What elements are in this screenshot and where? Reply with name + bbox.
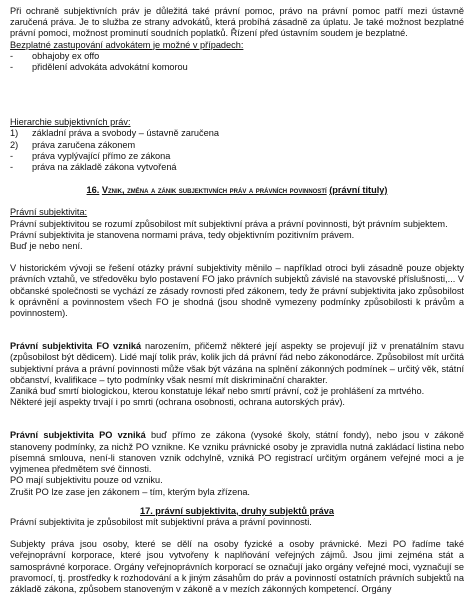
document-page xyxy=(10,6,464,595)
legal-subjectivity-line: Právní subjektivitou se rozumí způsobilost mít subjektivní práva a právní povinnosti, být právním subjektem. xyxy=(10,218,448,229)
po-bold-lead: Právní subjektivita PO vzniká xyxy=(10,430,146,441)
legal-subjectivity-line: Buď je nebo není. xyxy=(10,241,83,252)
section-17-heading: 17. právní subjektivita, druhy subjektů práva xyxy=(139,505,335,516)
hierarchy-list xyxy=(10,128,464,173)
free-representation-heading: Bezplatné zastupování advokátem je možné v případech: xyxy=(10,39,244,50)
fo-line: Některé její aspekty trvají i po smrti (ochrana osobnosti, ochrana autorských práv). xyxy=(10,397,345,408)
po-paragraph xyxy=(10,430,464,475)
po-line: PO mají subjektivitu pouze od vzniku. xyxy=(10,475,163,486)
section-16-heading: 16. Vznik, změna a zánik subjektivních práv a právních povinností (právní tituly) xyxy=(86,185,388,196)
free-representation-list xyxy=(10,51,464,73)
list-item: - přidělení advokáta advokátní komorou xyxy=(10,62,188,73)
po-line: Zrušit PO lze zase jen zákonem – tím, kterým byla zřízena. xyxy=(10,486,250,497)
legal-subjectivity-heading: Právní subjektivita: xyxy=(10,207,88,218)
fo-paragraph xyxy=(10,341,464,386)
list-item: 2) práva zaručena zákonem xyxy=(10,139,136,150)
fo-bold-lead: Právní subjektivita FO vzniká xyxy=(10,341,142,352)
subjects-paragraph: Subjekty práva jsou osoby, které se dělí na osoby fyzické a osoby právnické. Mezi PO řadíme také veřejnoprávní korporace, které jsou vytvořeny k naplňování veřejných zájmů. Jsou jimi zejména stát a samosprávné korporace. Orgány veřejnoprávních korporací se označují jako orgány veřejné moci, vyznačují se pravomocí, tj. prostředky k rozhodování a k jiným zásahům do práv a povinností ostatních právních subjektů na základě zákona, způsobem stanoveným v zákoně a v mezích zákonných kompetencí. Orgány xyxy=(10,539,464,594)
fo-body: narozením, přičemž některé její aspekty se projevují již v prenatálním stavu (způsobilost být dědicem). Lidé mají tolik práv, kolik jich dá právní řád nebo zákonodárce. Způsobilost mít určitá subjektivní práva a právní povinnosti může však být vázána na splnění zákonných podmínek – určitý věk, státní občanství, kvalifikace – tyto podmínky však nesmí mít diskriminační charakter. xyxy=(10,341,464,385)
list-item: - práva na základě zákona vytvořená xyxy=(10,162,177,173)
list-item: - obhajoby ex offo xyxy=(10,50,100,61)
fo-line: Zaniká buď smrtí biologickou, kterou konstatuje lékař nebo smrtí právní, což je prohlášení za mrtvého. xyxy=(10,386,425,397)
hierarchy-heading: Hierarchie subjektivních práv: xyxy=(10,117,131,128)
legal-subjectivity-line: Právní subjektivita je stanovena normami práva, tedy objektivním pozitivním právem. xyxy=(10,229,355,240)
section-17-line: Právní subjektivita je způsobilost mít subjektivní práva a právní povinnosti. xyxy=(10,516,312,527)
intro-paragraph: Při ochraně subjektivních práv je důležitá také právní pomoc, právo na právní pomoc patří mezi ústavně zaručená práva. Je to služba ze strany advokátů, která probíhá zásadně za úplatu. Je také možnost bezplatné právní pomoci, možnost prominutí soudních poplatků. Řízení před ústavním soudem je bezplatné. xyxy=(10,6,464,39)
list-item: - práva vyplývající přímo ze zákona xyxy=(10,150,171,161)
list-item: 1) základní práva a svobody – ústavně zaručena xyxy=(10,128,219,139)
historical-paragraph: V historickém vývoji se řešení otázky právní subjektivity měnilo – například otroci byli zásadně pouze objekty právních vztahů, ve středověku bylo postavení FO jako právních subjektů závislé na stavovské příslušnosti,... V občanské společnosti se vychází ze zásady rovnosti před zákonem, tedy že právní subjektivita jako způsobilost k oprávnění a povinnostem všech FO je shodná (jsou shodně vymezeny podmínky způsobilosti k právům a povinnostem). xyxy=(10,263,464,319)
po-body: buď přímo ze zákona (vysoké školy, státní fondy), nebo jsou v zákoně stanoveny podmínky, za nichž PO vznikne. Ke vzniku právnické osoby je zpravidla nutná zakládací listina nebo písemná smlouva, není-li stanoven vznik odchylně, vzniká PO registrací určitým orgánem veřejné moci a je vyjmenea předmětem své činnosti. xyxy=(10,430,465,475)
